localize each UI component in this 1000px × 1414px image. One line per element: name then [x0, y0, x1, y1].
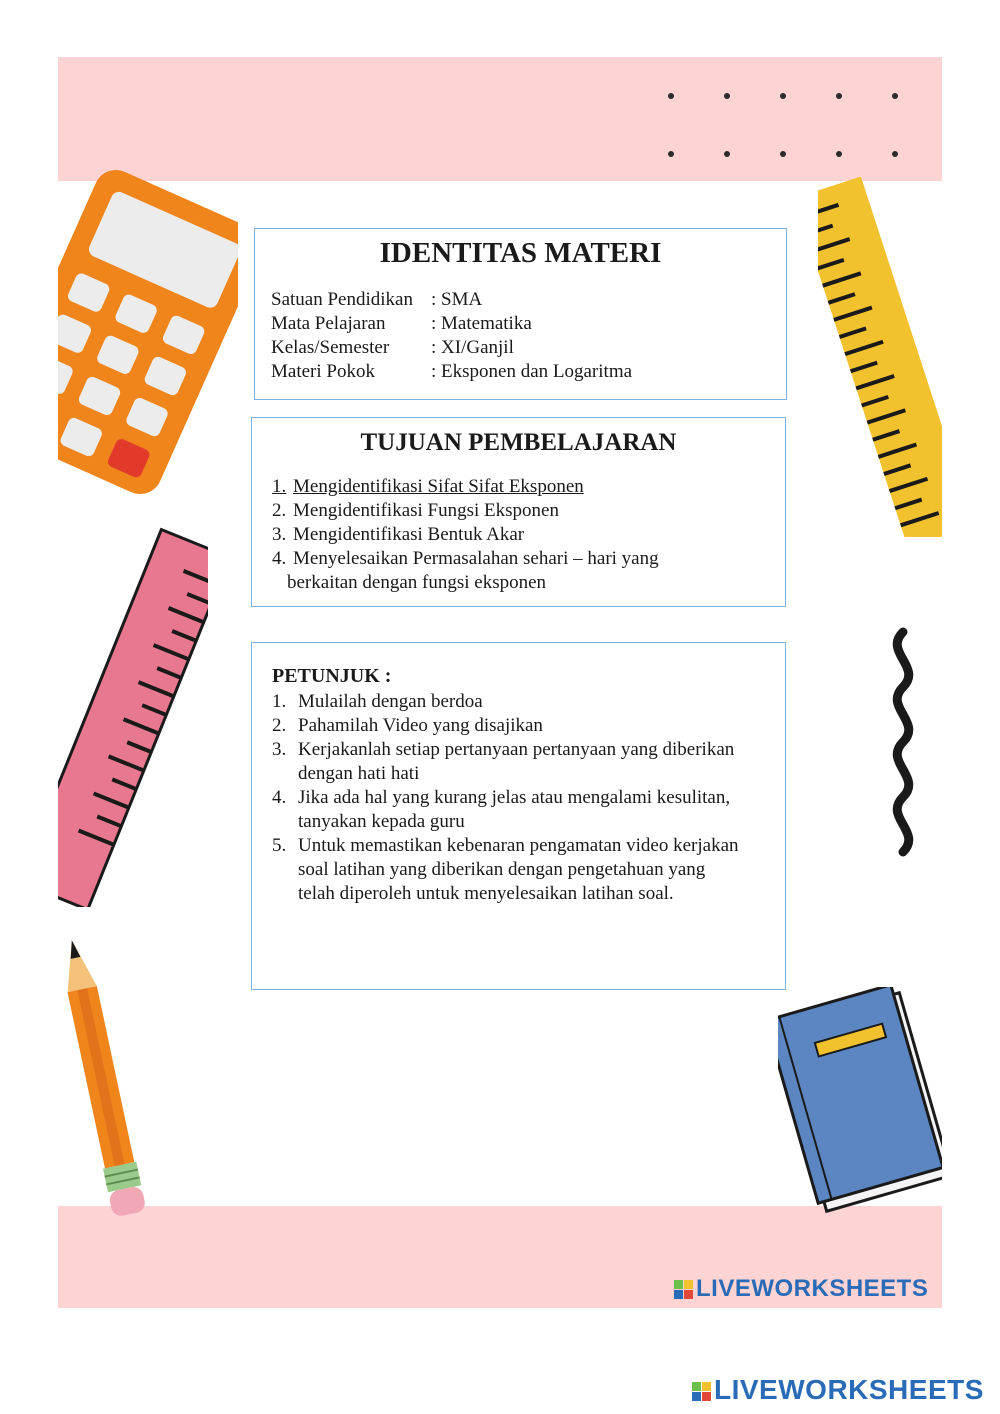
identitas-row: Mata Pelajaran : Matematika — [271, 313, 532, 334]
identitas-row: Kelas/Semester : XI/Ganjil — [271, 337, 514, 358]
petunjuk-item: 3. Kerjakanlah setiap pertanyaan pertanyaan yang diberikan — [272, 739, 735, 760]
worksheet-page — [58, 57, 942, 1308]
liveworksheets-logo-icon — [674, 1280, 693, 1299]
tujuan-item[interactable]: 1. Mengidentifikasi Sifat Sifat Eksponen — [272, 476, 584, 497]
petunjuk-item-continuation: telah diperoleh untuk menyelesaikan latihan soal. — [298, 883, 674, 904]
tujuan-pembelajaran-box — [251, 417, 786, 607]
identitas-title: IDENTITAS MATERI — [379, 237, 662, 269]
book-icon — [778, 987, 942, 1217]
calculator-icon — [58, 167, 238, 497]
identitas-row: Materi Pokok : Eksponen dan Logaritma — [271, 361, 633, 382]
liveworksheets-logo-inner: LIVEWORKSHEETS — [674, 1275, 928, 1303]
petunjuk-item: 5. Untuk memastikan kebenaran pengamatan video kerjakan — [272, 835, 739, 856]
petunjuk-box — [251, 642, 786, 990]
petunjuk-item: 4. Jika ada hal yang kurang jelas atau mengalami kesulitan, — [272, 787, 731, 808]
squiggle-icon — [878, 627, 928, 857]
petunjuk-item: 2. Pahamilah Video yang disajikan — [272, 715, 543, 736]
petunjuk-item-continuation: soal latihan yang diberikan dengan pengetahuan yang — [298, 859, 706, 880]
tujuan-item: 2. Mengidentifikasi Fungsi Eksponen — [272, 500, 559, 521]
tujuan-title: TUJUAN PEMBELAJARAN — [360, 429, 677, 456]
identitas-row: Satuan Pendidikan : SMA — [271, 289, 483, 310]
petunjuk-title: PETUNJUK : — [272, 665, 392, 687]
petunjuk-item: 1. Mulailah dengan berdoa — [272, 691, 483, 712]
tujuan-item: 3. Mengidentifikasi Bentuk Akar — [272, 524, 525, 545]
dots-pattern-icon — [668, 93, 918, 163]
tujuan-item-continuation: berkaitan dengan fungsi eksponen — [287, 572, 547, 593]
liveworksheets-logo-icon — [692, 1382, 711, 1401]
liveworksheets-logo-outer[interactable]: LIVEWORKSHEETS — [692, 1374, 984, 1406]
petunjuk-item-continuation: dengan hati hati — [298, 763, 420, 784]
petunjuk-item-continuation: tanyakan kepada guru — [298, 811, 465, 832]
ruler-icon — [58, 527, 208, 907]
identitas-materi-box — [254, 228, 787, 400]
tujuan-item: 4. Menyelesaikan Permasalahan sehari – hari yang — [272, 548, 659, 569]
pencil-icon — [58, 937, 148, 1237]
ruler-icon — [818, 177, 942, 537]
